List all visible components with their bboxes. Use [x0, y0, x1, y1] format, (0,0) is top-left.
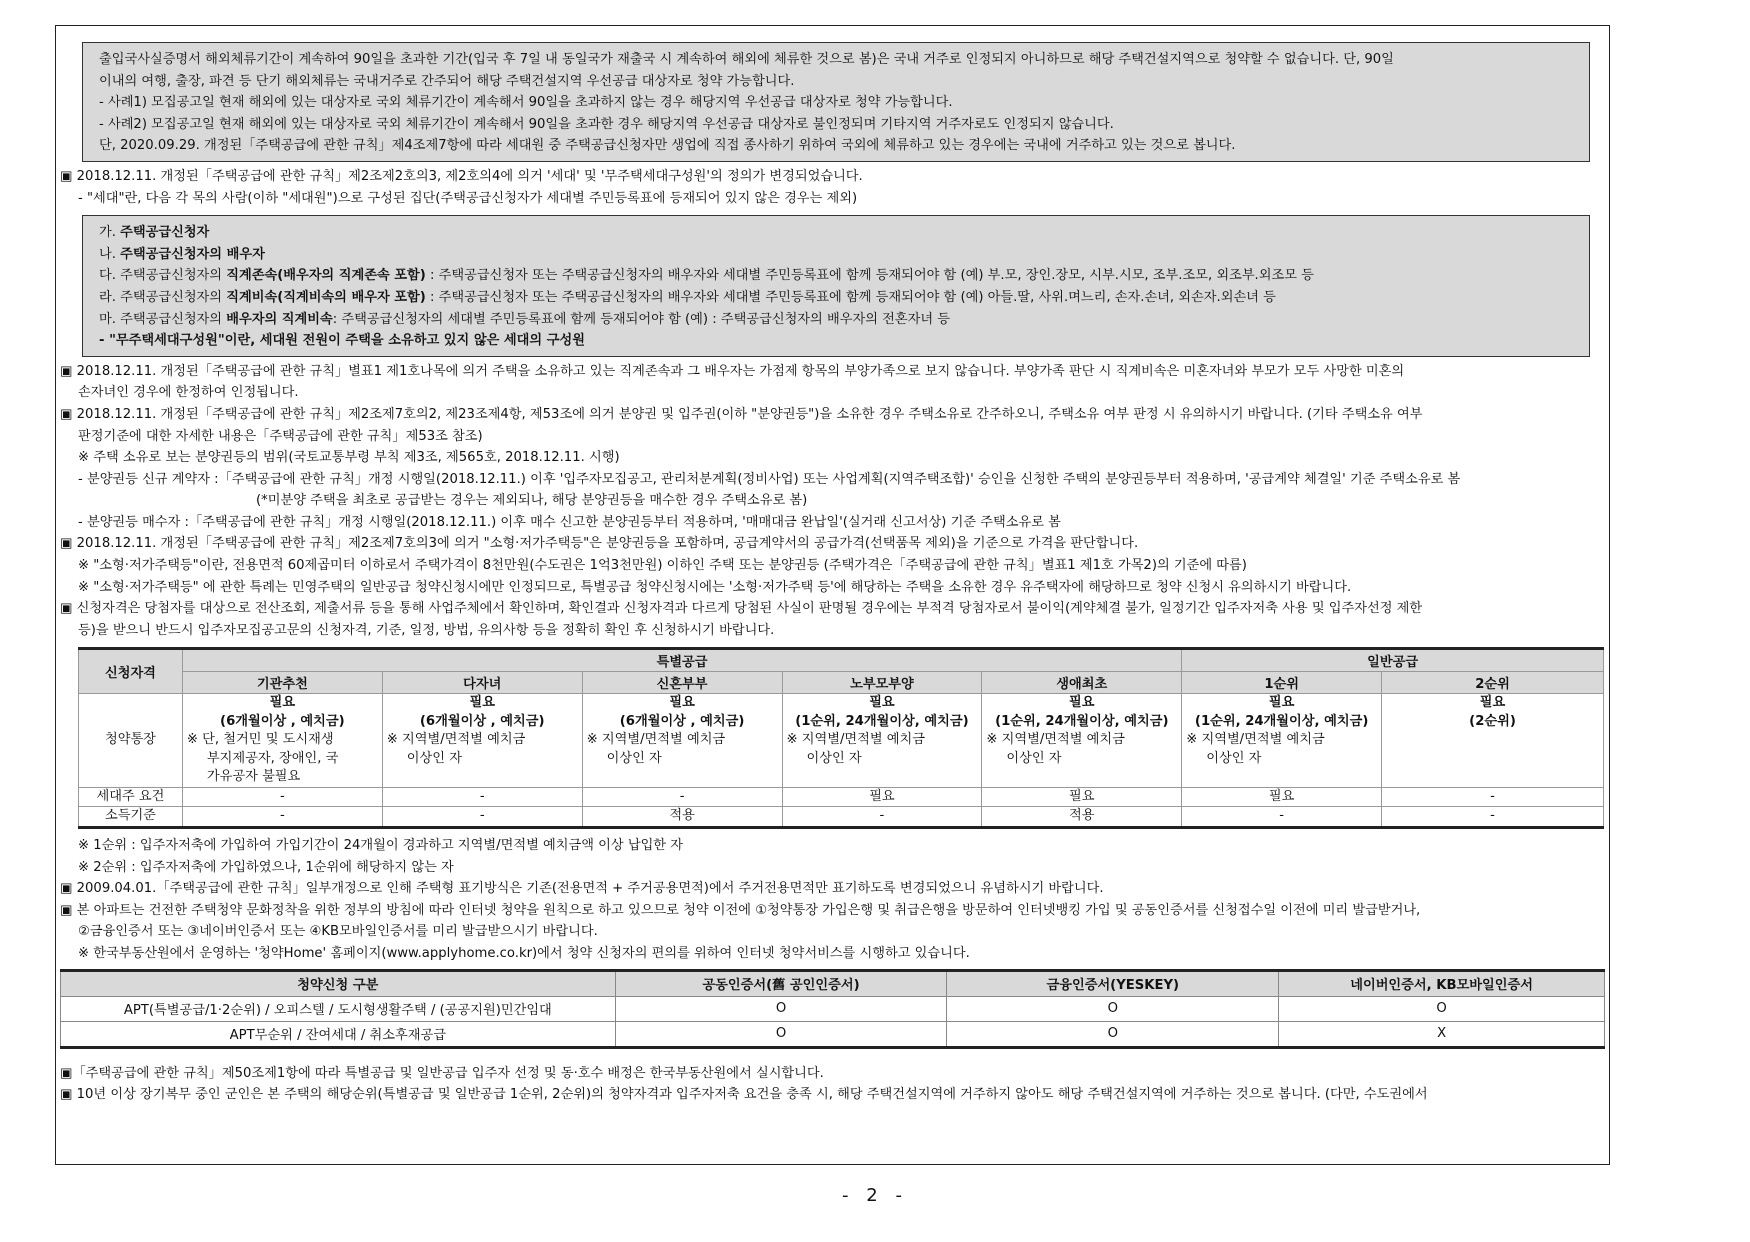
- notice-line: ▣「주택공급에 관한 규칙」제50조제1항에 따라 특별공급 및 일반공급 입주자 선정 및 동·호수 배정은 한국부동산원에서 실시합니다.: [60, 1065, 824, 1081]
- household-cell: -: [582, 787, 782, 807]
- notice-line: ▣ 신청자격은 당첨자를 대상으로 전산조회, 제출서류 등을 통해 사업주체에서 확인하며, 확인결과 신청자격과 다르게 당첨된 사실이 판명될 경우에는 부적격 당첨자로서 불이익(계약체결 불가, 일정기간 입주자저축 사용 및 입주자선정 제한: [60, 601, 1423, 617]
- income-cell: -: [182, 807, 382, 828]
- notice-line: ▣ 2009.04.01.「주택공급에 관한 규칙」일부개정으로 인해 주택형 표기방식은 기존(전용면적 + 주거공용면적)에서 주거전용면적만 표기하도록 변경되었으니 유념하시기 바랍니다.: [60, 881, 1104, 897]
- housing-ownership-notices: [60, 361, 1605, 642]
- row-label-household: 세대주 요건: [79, 787, 183, 807]
- notice-line: ※ 1순위 : 입주자저축에 가입하여 가입기간이 24개월이 경과하고 지역별/면적별 예치금액 이상 납입한 자: [78, 837, 683, 853]
- table-cell: X: [1279, 1021, 1605, 1047]
- household-cell: 필요: [1182, 787, 1382, 807]
- table-cell: APT무순위 / 잔여세대 / 취소후재공급: [61, 1021, 616, 1047]
- table-corner-header: 신청자격: [79, 649, 183, 694]
- table-row: [61, 1021, 1605, 1047]
- household-members-box: [82, 215, 1590, 357]
- household-definition-detail: - "세대"란, 다음 각 목의 사람(이하 "세대원")으로 구성된 집단(주택공급신청자가 세대별 주민등록표에 등재되어 있지 않은 경우는 제외): [78, 190, 858, 206]
- overseas-stay-notice-box: [82, 42, 1590, 162]
- column-header: 다자녀: [382, 672, 582, 694]
- table-row: [61, 996, 1605, 1021]
- household-cell: 필요: [782, 787, 982, 807]
- account-cell: 필요 (1순위, 24개월이상, 예치금) ※ 지역별/면적별 예치금 이상인 자: [782, 694, 982, 788]
- box1-line: - 사례2) 모집공고일 현재 해외에 있는 대상자로 국외 체류기간이 계속해서 90일을 초과한 경우 해당지역 우선공급 대상자로 불인정되며 기타지역 거주자로도 인정되지 않습니다.: [99, 116, 1114, 132]
- member-item-da: 다. 주택공급신청자의 직계존속(배우자의 직계존속 포함) : 주택공급신청자 또는 주택공급신청자의 배우자와 세대별 주민등록표에 함께 등재되어야 함 (예) 부.모, 장인.장모, 시부.시모, 조부.조모, 외조부.외조모 등: [99, 268, 1314, 284]
- table-cell: O: [615, 996, 947, 1021]
- column-header: 기관추천: [182, 672, 382, 694]
- certificate-table: [60, 969, 1605, 1049]
- member-item-ra: 라. 주택공급신청자의 직계비속(직계비속의 배우자 포함) : 주택공급신청자 또는 주택공급신청자의 배우자와 세대별 주민등록표에 함께 등재되어야 함 (예) 아들.딸, 사위.며느리, 손자.손녀, 외손자.외손녀 등: [99, 289, 1276, 305]
- notice-line: 등)을 받으니 반드시 입주자모집공고문의 신청자격, 기준, 일정, 방법, 유의사항 등을 정확히 확인 후 신청하시기 바랍니다.: [78, 622, 775, 638]
- column-header: 노부모부양: [782, 672, 982, 694]
- income-cell: 적용: [982, 807, 1182, 828]
- household-cell: -: [1382, 787, 1604, 807]
- notice-line: ▣ 10년 이상 장기복무 중인 군인은 본 주택의 해당순위(특별공급 및 일반공급 1순위, 2순위)의 청약자격과 입주자저축 요건을 충족 시, 해당 주택건설지역에 거주하지 않아도 해당 주택건설지역에 거주하는 것으로 봅니다. (다만, 수도권에서: [60, 1087, 1428, 1103]
- notice-line: ※ "소형·저가주택등" 에 관한 특례는 민영주택의 일반공급 청약신청시에만 인정되므로, 특별공급 청약신청시에는 '소형·저가주택 등'에 해당하는 주택을 소유한 경우 유주택자에 해당하므로 청약 신청시 유의하시기 바랍니다.: [78, 579, 1352, 595]
- table-cell: O: [1279, 996, 1605, 1021]
- box1-line: 단, 2020.09.29. 개정된「주택공급에 관한 규칙」제4조제7항에 따라 세대원 중 주택공급신청자만 생업에 직접 종사하기 위하여 국외에 체류하고 있는 경우에는 국내에 거주하고 있는 것으로 봅니다.: [99, 138, 1236, 154]
- notice-line: ▣ 2018.12.11. 개정된「주택공급에 관한 규칙」별표1 제1호나목에 의거 주택을 소유하고 있는 직계존속과 그 배우자는 가점제 항목의 부양가족으로 보지 않습니다. 부양가족 판단 시 직계비속은 미혼자녀와 부모가 모두 사망한 미혼의: [60, 363, 1405, 379]
- account-cell: 필요 (1순위, 24개월이상, 예치금) ※ 지역별/면적별 예치금 이상인 자: [982, 694, 1182, 788]
- box1-line: 이내의 여행, 출장, 파견 등 단기 해외체류는 국내거주로 간주되어 해당 주택건설지역 우선공급 대상자로 청약 가능합니다.: [99, 73, 795, 89]
- column-header: 네이버인증서, KB모바일인증서: [1279, 970, 1605, 996]
- income-cell: 적용: [582, 807, 782, 828]
- table-cell: O: [947, 996, 1279, 1021]
- income-cell: -: [382, 807, 582, 828]
- notice-line: 손자녀인 경우에 한정하여 인정됩니다.: [78, 385, 299, 401]
- household-cell: 필요: [982, 787, 1182, 807]
- notice-line: ▣ 본 아파트는 건전한 주택청약 문화정착을 위한 정부의 방침에 따라 인터넷 청약을 원칙으로 하고 있으므로 청약 이전에 ①청약통장 가입은행 및 취급은행을 방문하여 인터넷뱅킹 가입 및 공동인증서를 신청접수일 이전에 미리 발급받거나,: [60, 902, 1421, 918]
- page-number: - 2 -: [842, 1185, 908, 1206]
- column-header: 2순위: [1382, 672, 1604, 694]
- account-cell: 필요 (2순위): [1382, 694, 1604, 788]
- account-cell: 필요 (6개월이상 , 예치금) ※ 지역별/면적별 예치금 이상인 자: [382, 694, 582, 788]
- eligibility-table: [78, 647, 1604, 829]
- notice-line: - 분양권등 신규 계약자 :「주택공급에 관한 규칙」개정 시행일(2018.12.11.) 이후 '입주자모집공고, 관리처분계획(정비사업) 또는 사업계획(지역주택조합)' 승인을 신청한 주택의 분양권등부터 적용하며, '공급계약 체결일' 기준 주택소유로 봄: [78, 471, 1461, 487]
- notice-line: 판정기준에 대한 자세한 내용은「주택공급에 관한 규칙」제53조 참조): [78, 428, 483, 444]
- notice-line: ※ 주택 소유로 보는 분양권등의 범위(국토교통부령 부칙 제3조, 제565호, 2018.12.11. 시행): [78, 450, 620, 466]
- household-cell: -: [182, 787, 382, 807]
- income-cell: -: [782, 807, 982, 828]
- document-body: [60, 40, 1605, 1106]
- special-supply-header: 특별공급: [182, 649, 1181, 672]
- account-cell: 필요 (6개월이상 , 예치금) ※ 단, 철거민 및 도시재생 부지제공자, 장애인, 국 가유공자 불필요: [182, 694, 382, 788]
- member-item-ga: 가. 주택공급신청자: [99, 225, 210, 241]
- general-supply-header: 일반공급: [1182, 649, 1604, 672]
- table-cell: APT(특별공급/1·2순위) / 오피스텔 / 도시형생활주택 / (공공지원)민간임대: [61, 996, 616, 1021]
- priority-and-certificate-notices: [60, 835, 1605, 965]
- income-cell: -: [1182, 807, 1382, 828]
- column-header: 1순위: [1182, 672, 1382, 694]
- row-label-account: 청약통장: [79, 694, 183, 788]
- household-definition-notice: ▣ 2018.12.11. 개정된「주택공급에 관한 규칙」제2조제2호의3, 제2호의4에 의거 '세대' 및 '무주택세대구성원'의 정의가 변경되었습니다.: [60, 168, 863, 184]
- account-cell: 필요 (6개월이상 , 예치금) ※ 지역별/면적별 예치금 이상인 자: [582, 694, 782, 788]
- member-item-ma: 마. 주택공급신청자의 배우자의 직계비속: 주택공급신청자의 세대별 주민등록표에 함께 등재되어야 함 (예) : 주택공급신청자의 배우자의 전혼자녀 등: [99, 311, 951, 327]
- notice-line: ※ "소형·저가주택등"이란, 전용면적 60제곱미터 이하로서 주택가격이 8천만원(수도권은 1억3천만원) 이하인 주택 또는 분양권등 (주택가격은「주택공급에 관한 규칙」별표1 제1호 가목2)의 기준에 따름): [78, 558, 1247, 574]
- final-notices: [60, 1063, 1605, 1106]
- homeless-household-definition: - "무주택세대구성원"이란, 세대원 전원이 주택을 소유하고 있지 않은 세대의 구성원: [99, 333, 585, 349]
- notice-line: ※ 2순위 : 입주자저축에 가입하였으나, 1순위에 해당하지 않는 자: [78, 859, 454, 875]
- account-cell: 필요 (1순위, 24개월이상, 예치금) ※ 지역별/면적별 예치금 이상인 자: [1182, 694, 1382, 788]
- table-cell: O: [947, 1021, 1279, 1047]
- table-cell: O: [615, 1021, 947, 1047]
- box1-line: - 사례1) 모집공고일 현재 해외에 있는 대상자로 국외 체류기간이 계속해서 90일을 초과하지 않는 경우 해당지역 우선공급 대상자로 청약 가능합니다.: [99, 95, 953, 111]
- row-label-income: 소득기준: [79, 807, 183, 828]
- box1-line: 출입국사실증명서 해외체류기간이 계속하여 90일을 초과한 기간(입국 후 7일 내 동일국가 재출국 시 계속하여 해외에 체류한 것으로 봄)은 국내 거주로 인정되지 아니하므로 해당 주택건설지역으로 청약할 수 없습니다. 단, 90일: [99, 52, 1394, 67]
- member-item-na: 나. 주택공급신청자의 배우자: [99, 246, 265, 262]
- notice-line: ※ 한국부동산원에서 운영하는 '청약Home' 홈페이지(www.applyhome.co.kr)에서 청약 신청자의 편의를 위하여 인터넷 청약서비스를 시행하고 있습니다.: [78, 945, 970, 961]
- income-cell: -: [1382, 807, 1604, 828]
- household-cell: -: [382, 787, 582, 807]
- column-header: 공동인증서(舊 공인인증서): [615, 970, 947, 996]
- notice-line: ②금융인증서 또는 ③네이버인증서 또는 ④KB모바일인증서를 미리 발급받으시기 바랍니다.: [78, 924, 598, 940]
- column-header: 생애최초: [982, 672, 1182, 694]
- notice-line: (*미분양 주택을 최초로 공급받는 경우는 제외되나, 해당 분양권등을 매수한 경우 주택소유로 봄): [256, 493, 808, 509]
- notice-line: - 분양권등 매수자 :「주택공급에 관한 규칙」개정 시행일(2018.12.11.) 이후 매수 신고한 분양권등부터 적용하며, '매매대금 완납일'(실거래 신고서상) 기준 주택소유로 봄: [78, 514, 1061, 530]
- column-header: 신혼부부: [582, 672, 782, 694]
- column-header: 금융인증서(YESKEY): [947, 970, 1279, 996]
- notice-line: ▣ 2018.12.11. 개정된「주택공급에 관한 규칙」제2조제7호의3에 의거 "소형·저가주택등"은 분양권등을 포함하며, 공급계약서의 공급가격(선택품목 제외)을 기준으로 가격을 판단합니다.: [60, 536, 1139, 552]
- column-header: 청약신청 구분: [61, 970, 616, 996]
- notice-line: ▣ 2018.12.11. 개정된「주택공급에 관한 규칙」제2조제7호의2, 제23조제4항, 제53조에 의거 분양권 및 입주권(이하 "분양권등")을 소유한 경우 주택소유로 간주하오니, 주택소유 여부 판정 시 유의하시기 바랍니다. (기타 주택소유 여부: [60, 406, 1423, 422]
